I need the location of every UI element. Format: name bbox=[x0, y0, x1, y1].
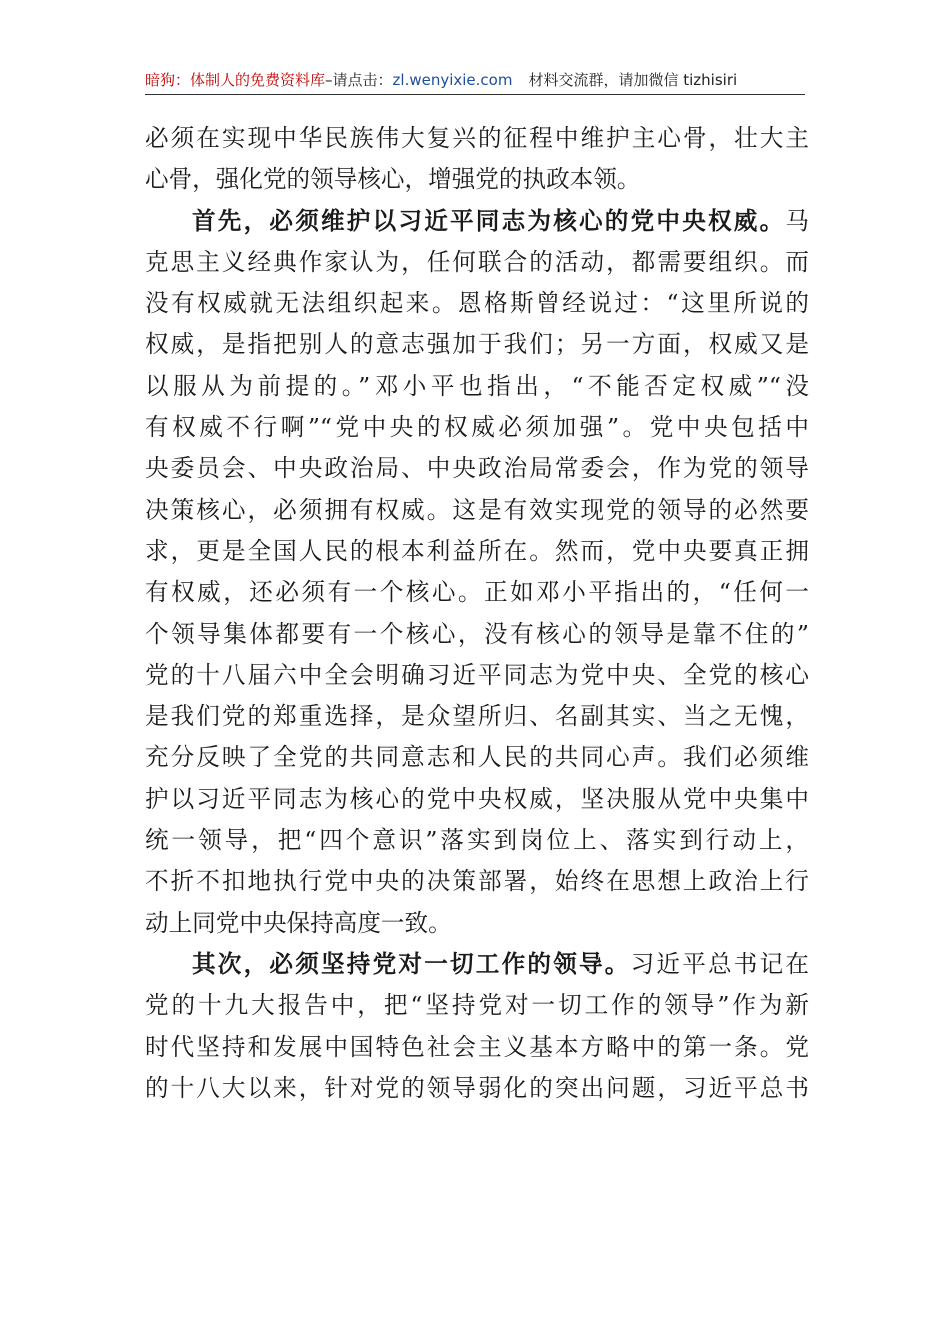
header-contact: 材料交流群，请加微信 tizhisiri bbox=[528, 71, 738, 89]
text-line: 求，更是全国人民的根本利益所在。然而，党中央要真正拥 bbox=[145, 536, 809, 565]
text-line: 的十八大以来，针对党的领导弱化的突出问题，习近平总书 bbox=[145, 1073, 809, 1102]
paragraph-lead: 首先，必须维护以习近平同志为核心的党中央权威。 bbox=[192, 206, 786, 235]
text-line: 克思主义经典作家认为，任何联合的活动，都需要组织。而 bbox=[145, 247, 809, 276]
text-line: 不折不扣地执行党中央的决策部署，始终在思想上政治上行 bbox=[145, 867, 809, 896]
text-line: 充分反映了全党的共同意志和人民的共同心声。我们必须维 bbox=[145, 743, 809, 772]
header-brand: 暗狗：体制人的免费资料库 bbox=[145, 71, 326, 89]
header-link-prefix: –请点击： bbox=[325, 71, 393, 89]
text-line: 是我们党的郑重选择，是众望所归、名副其实、当之无愧， bbox=[145, 702, 809, 731]
text-line: 心骨，强化党的领导核心，增强党的执政本领。 bbox=[145, 165, 641, 194]
document-body bbox=[145, 118, 809, 1109]
text-line bbox=[145, 944, 809, 985]
text-line: 必须在实现中华民族伟大复兴的征程中维护主心骨，壮大主 bbox=[145, 124, 809, 152]
text-line: 护以习近平同志为核心的党中央权威，坚决服从党中央集中 bbox=[145, 784, 809, 813]
text-line: 党的十八届六中全会明确习近平同志为党中央、全党的核心 bbox=[145, 660, 809, 689]
paragraph-lead: 其次，必须坚持党对一切工作的领导。 bbox=[192, 949, 631, 978]
text-line: 决策核心，必须拥有权威。这是有效实现党的领导的必然要 bbox=[145, 495, 809, 524]
text-line bbox=[145, 201, 809, 242]
text-line: 没有权威就无法组织起来。恩格斯曾经说过：“这里所说的 bbox=[145, 289, 809, 318]
text-line: 以服从为前提的。”邓小平也指出，“不能否定权威”“没 bbox=[145, 371, 809, 400]
paragraph bbox=[145, 201, 809, 944]
text-line: 时代坚持和发展中国特色社会主义基本方略中的第一条。党 bbox=[145, 1032, 809, 1061]
text-line: 动上同党中央保持高度一致。 bbox=[145, 908, 452, 937]
text-run: 习近平总书记在 bbox=[630, 949, 809, 978]
paragraph bbox=[145, 944, 809, 1109]
text-line: 权威，是指把别人的意志强加于我们；另一方面，权威又是 bbox=[145, 330, 809, 359]
text-run: 马 bbox=[785, 206, 809, 235]
text-line: 有权威不行啊”“党中央的权威必须加强”。党中央包括中 bbox=[145, 413, 809, 442]
header-url-link[interactable]: zl.wenyixie.com bbox=[392, 71, 513, 89]
text-line: 个领导集体都要有一个核心，没有核心的领导是靠不住的” bbox=[145, 619, 809, 648]
paragraph bbox=[145, 118, 809, 201]
text-line: 有权威，还必须有一个核心。正如邓小平指出的，“任何一 bbox=[145, 578, 809, 607]
text-line: 统一领导，把“四个意识”落实到岗位上、落实到行动上， bbox=[145, 826, 809, 855]
text-line: 党的十九大报告中，把“坚持党对一切工作的领导”作为新 bbox=[145, 991, 809, 1020]
text-line: 央委员会、中央政治局、中央政治局常委会，作为党的领导 bbox=[145, 454, 809, 483]
page-header bbox=[145, 66, 805, 95]
